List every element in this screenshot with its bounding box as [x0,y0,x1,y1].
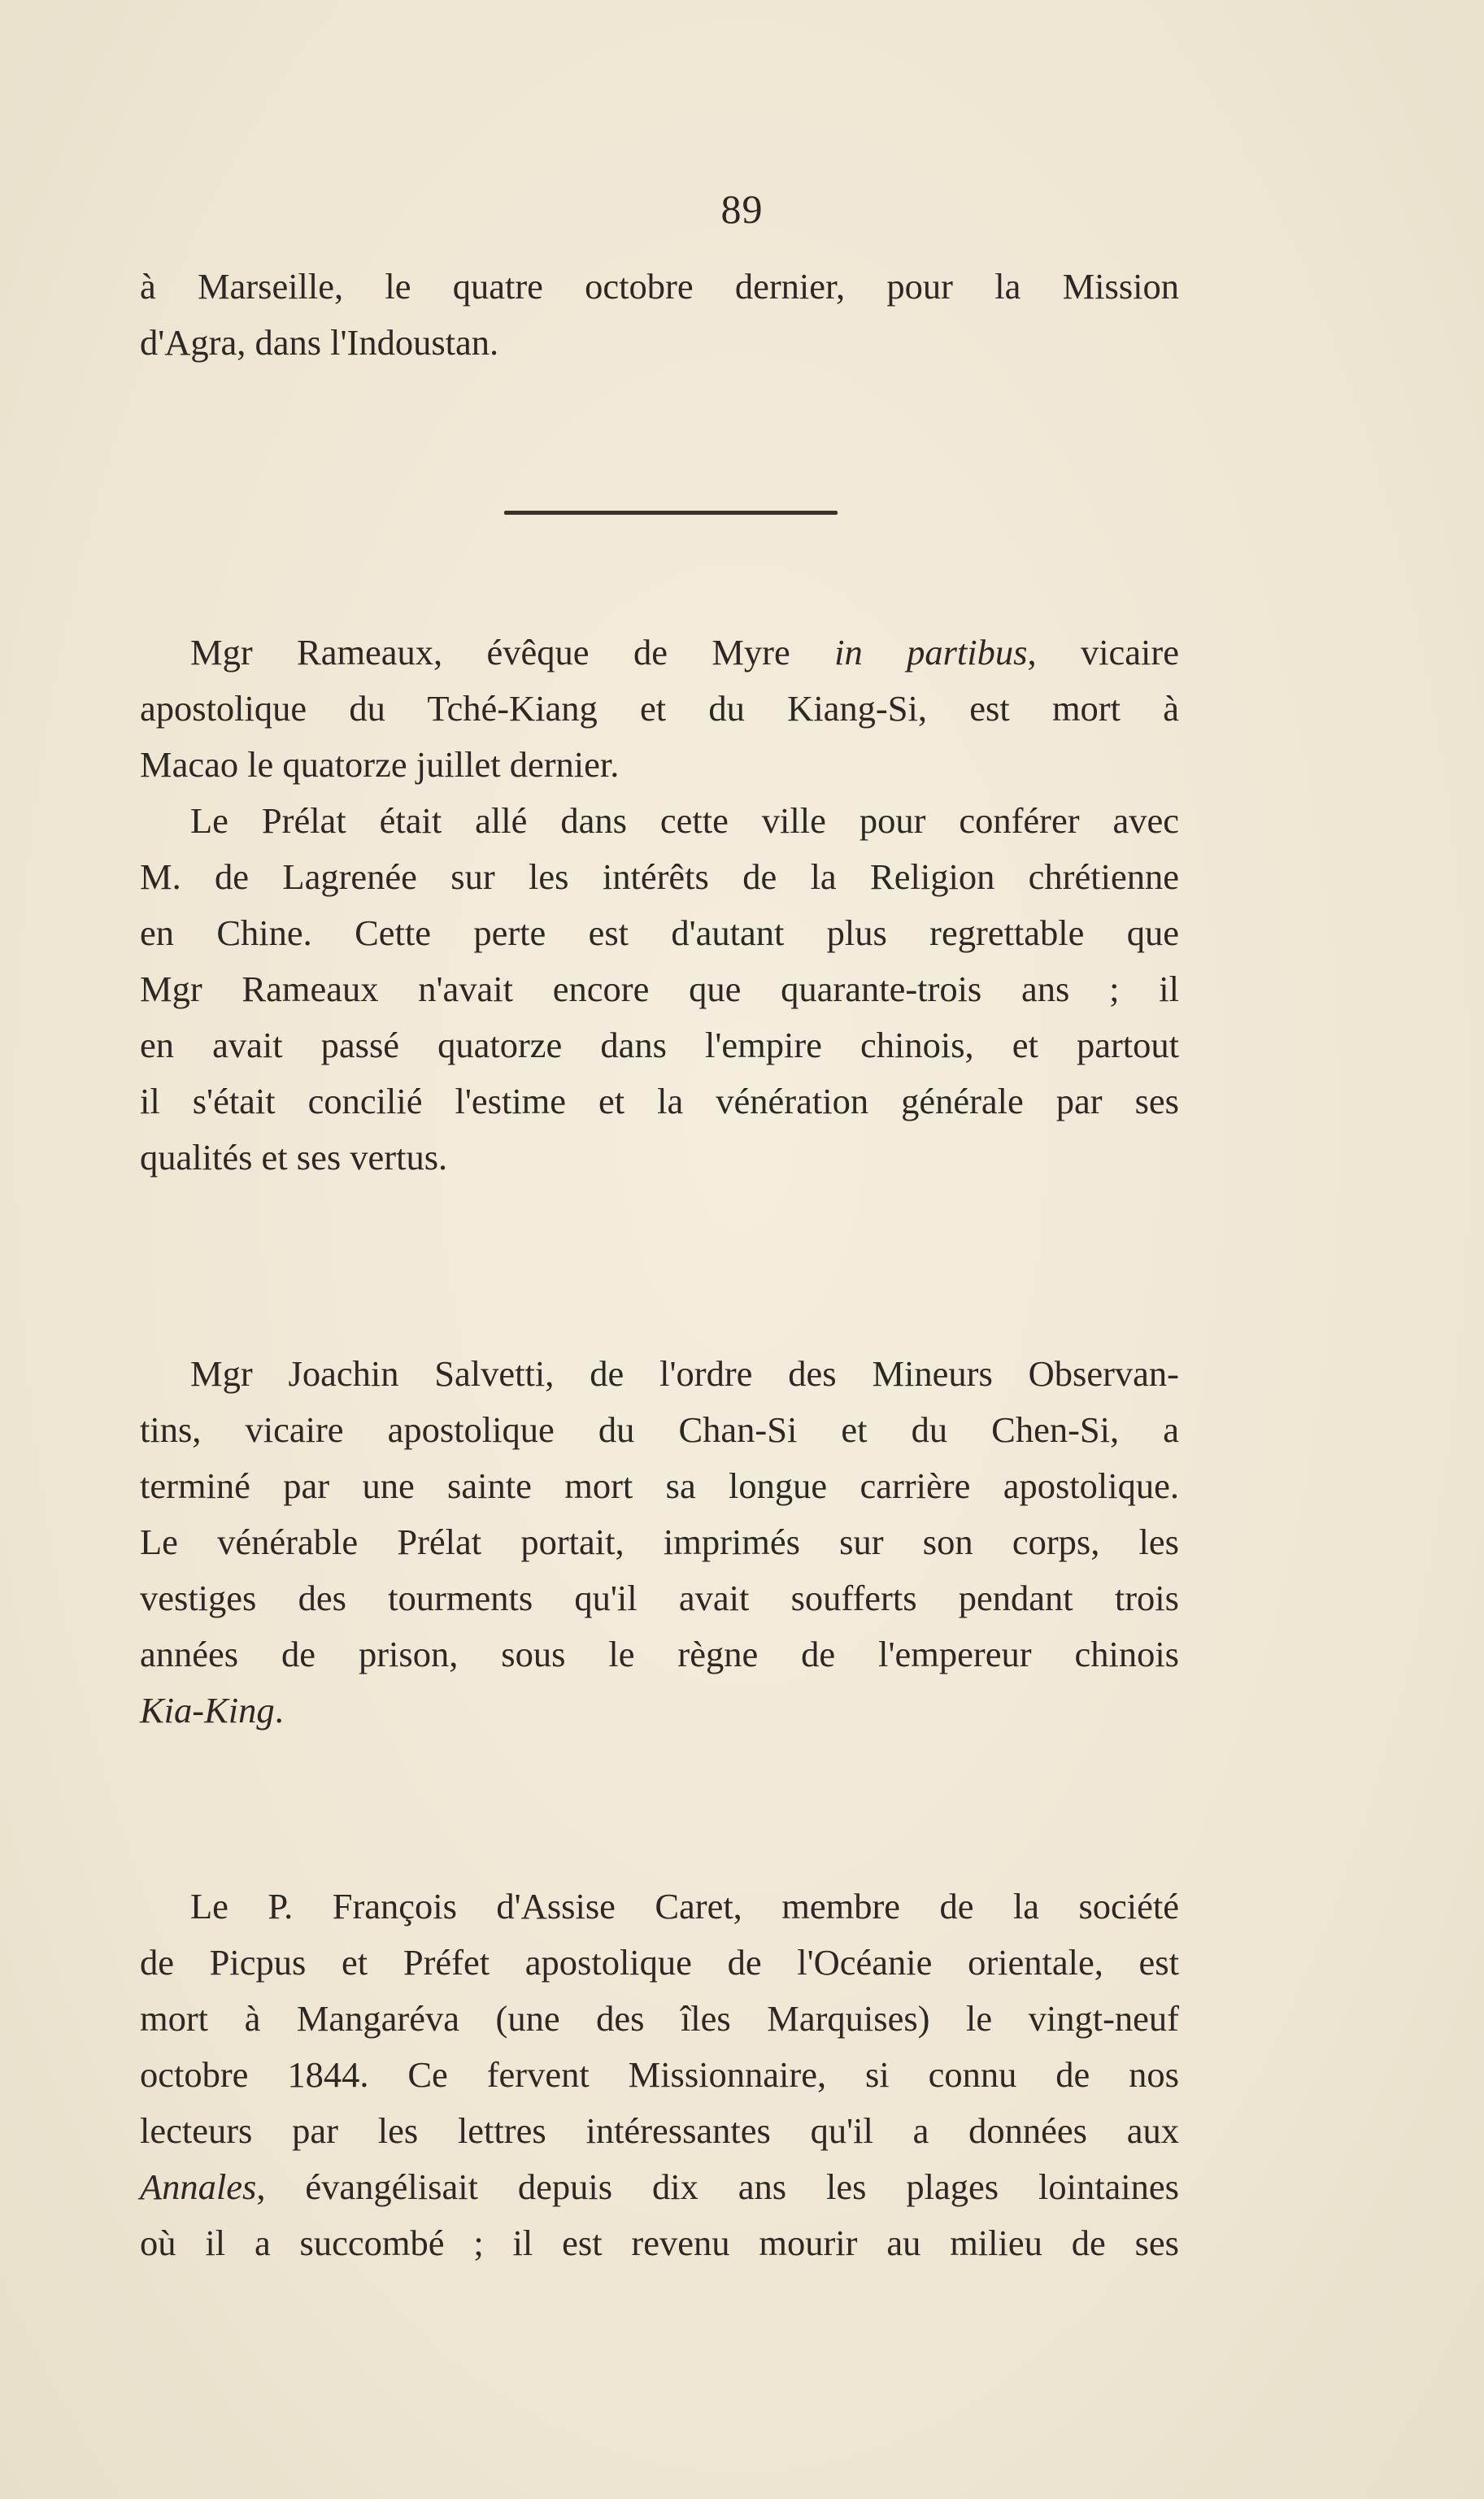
text-line: Le Prélat était allé dans cette ville pour conférer avec [190,800,1179,841]
text-line: années de prison, sous le règne de l'empereur chinois [140,1634,1179,1674]
text-line: Macao le quatorze juillet dernier. [140,744,620,785]
text-fragment: . [274,1690,284,1731]
text-line: où il a succombé ; il est revenu mourir au milieu de ses [140,2223,1179,2263]
text-line [140,625,1179,681]
paragraph-mgr-salvetti [140,1346,1179,1739]
text-line: à Marseille, le quatre octobre dernier, pour la Mission [140,266,1179,307]
text-line: en avait passé quatorze dans l'empire chinois, et partout [140,1025,1179,1065]
text-fragment: Mgr Rameaux, évêque de Myre [190,632,835,673]
text-line: il s'était concilié l'estime et la vénération générale par ses [140,1081,1179,1121]
text-line: Mgr Joachin Salvetti, de l'ordre des Mineurs Observan- [190,1353,1179,1394]
italic-fragment: Kia-King [140,1690,275,1731]
text-line: apostolique du Tché-Kiang et du Kiang-Si, est mort à [140,688,1179,729]
text-line: mort à Mangaréva (une des îles Marquises) le vingt-neuf [140,1998,1179,2039]
text-line: Le vénérable Prélat portait, imprimés sur son corps, les [140,1522,1179,1562]
text-line: Le P. François d'Assise Caret, membre de la société [190,1886,1179,1926]
text-line: octobre 1844. Ce fervent Missionnaire, si connu de nos [140,2054,1179,2095]
paragraph-mgr-rameaux [140,625,1179,1186]
text-line: lecteurs par les lettres intéressantes qu'il a données aux [140,2110,1179,2151]
section-divider [504,511,838,515]
text-line: qualités et ses vertus. [140,1137,448,1178]
text-fragment: , vicaire [1027,632,1179,673]
text-line [140,1683,1179,1739]
page-number: 89 [720,186,764,232]
text-line: tins, vicaire apostolique du Chan-Si et du Chen-Si, a [140,1409,1179,1450]
text-line: M. de Lagrenée sur les intérêts de la Religion chrétienne [140,856,1179,897]
text-line: d'Agra, dans l'Indoustan. [140,322,499,363]
text-line: terminé par une sainte mort sa longue carrière apostolique. [140,1465,1179,1506]
text-line: Mgr Rameaux n'avait encore que quarante-trois ans ; il [140,969,1179,1009]
text-fragment: , évangélisait depuis dix ans les plages lointaines [256,2166,1179,2207]
text-line [140,2159,1179,2215]
paragraph-father-caret [140,1879,1179,2271]
italic-fragment: Annales [140,2166,257,2207]
text-line: vestiges des tourments qu'il avait soufferts pendant trois [140,1578,1179,1618]
paragraph-agra-mission [140,259,1179,371]
text-line: en Chine. Cette perte est d'autant plus regrettable que [140,912,1179,953]
text-line: de Picpus et Préfet apostolique de l'Océanie orientale, est [140,1942,1179,1983]
italic-fragment: in partibus [834,632,1028,673]
